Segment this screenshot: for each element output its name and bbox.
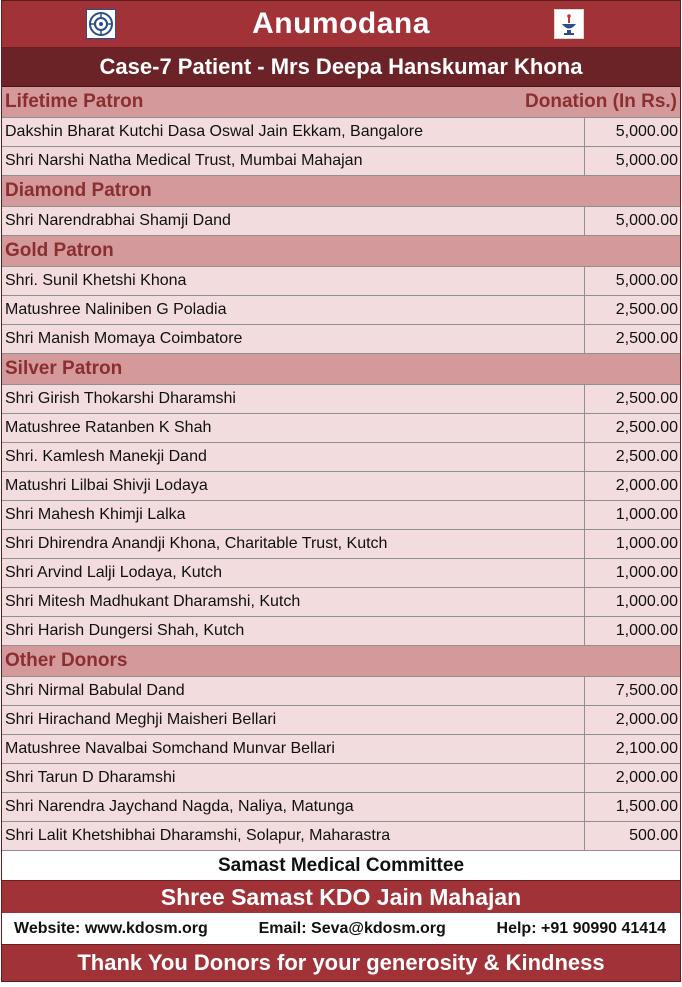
section-header-lifetime-patron xyxy=(2,87,680,118)
donor-name: Shri Harish Dungersi Shah, Kutch xyxy=(2,617,585,645)
thank-you-banner: Thank You Donors for your generosity & Kindness xyxy=(2,945,680,981)
table-row xyxy=(2,735,680,764)
help-phone[interactable]: Help: +91 90990 41414 xyxy=(496,919,666,937)
donor-name: Shri. Kamlesh Manekji Dand xyxy=(2,443,585,471)
table-row xyxy=(2,501,680,530)
section-header-other-donors xyxy=(2,646,680,677)
title-bar xyxy=(2,1,680,48)
section-title: Other Donors xyxy=(5,650,128,671)
donor-name: Shri Narshi Natha Medical Trust, Mumbai Mahajan xyxy=(2,147,585,175)
donor-name: Shri Narendra Jaychand Nagda, Naliya, Matunga xyxy=(2,793,585,821)
donation-amount: 7,500.00 xyxy=(615,682,678,699)
case-patient-header: Case-7 Patient - Mrs Deepa Hanskumar Khona xyxy=(2,48,680,87)
section-title: Diamond Patron xyxy=(5,180,152,201)
table-row xyxy=(2,296,680,325)
table-row xyxy=(2,677,680,706)
donation-amount: 2,500.00 xyxy=(615,390,678,407)
email-link[interactable]: Email: Seva@kdosm.org xyxy=(258,919,446,937)
table-row xyxy=(2,385,680,414)
donation-amount: 500.00 xyxy=(629,827,678,844)
website-link[interactable]: Website: www.kdosm.org xyxy=(14,919,208,937)
donor-name: Shri Nirmal Babulal Dand xyxy=(2,677,585,705)
table-row xyxy=(2,147,680,176)
table-row xyxy=(2,617,680,646)
donation-amount: 2,000.00 xyxy=(615,769,678,786)
kdosm-emblem-icon xyxy=(86,9,116,39)
section-title: Lifetime Patron xyxy=(5,91,144,112)
table-row xyxy=(2,472,680,501)
donor-name: Shri Narendrabhai Shamji Dand xyxy=(2,207,585,235)
donation-amount: 2,500.00 xyxy=(615,419,678,436)
medical-cup-icon xyxy=(554,9,584,39)
table-row xyxy=(2,325,680,354)
donor-name: Shri Mitesh Madhukant Dharamshi, Kutch xyxy=(2,588,585,616)
donation-amount: 2,500.00 xyxy=(615,330,678,347)
donation-amount: 1,000.00 xyxy=(615,506,678,523)
donor-name: Matushree Navalbai Somchand Munvar Bellari xyxy=(2,735,585,763)
section-header-gold-patron xyxy=(2,236,680,267)
donation-column-label: Donation (In Rs.) xyxy=(525,91,677,112)
table-row xyxy=(2,764,680,793)
donation-amount: 1,500.00 xyxy=(615,798,678,815)
donation-amount: 1,000.00 xyxy=(615,622,678,639)
donor-name: Shri. Sunil Khetshi Khona xyxy=(2,267,585,295)
donation-amount: 2,000.00 xyxy=(615,711,678,728)
table-row xyxy=(2,706,680,735)
table-row xyxy=(2,822,680,851)
donor-name: Shri Tarun D Dharamshi xyxy=(2,764,585,792)
donation-amount: 5,000.00 xyxy=(615,123,678,140)
table-row xyxy=(2,443,680,472)
donation-amount: 1,000.00 xyxy=(615,564,678,581)
donor-name: Shri Dhirendra Anandji Khona, Charitable Trust, Kutch xyxy=(2,530,585,558)
donation-amount: 2,000.00 xyxy=(615,477,678,494)
donation-amount: 5,000.00 xyxy=(615,272,678,289)
section-header-silver-patron xyxy=(2,354,680,385)
donor-name: Dakshin Bharat Kutchi Dasa Oswal Jain Ekkam, Bangalore xyxy=(2,118,585,146)
table-row xyxy=(2,588,680,617)
table-row xyxy=(2,530,680,559)
table-row xyxy=(2,793,680,822)
donor-name: Matushree Naliniben G Poladia xyxy=(2,296,585,324)
donor-name: Shri Girish Thokarshi Dharamshi xyxy=(2,385,585,413)
donation-amount: 2,500.00 xyxy=(615,448,678,465)
donor-name: Matushree Ratanben K Shah xyxy=(2,414,585,442)
section-title: Silver Patron xyxy=(5,358,123,379)
table-row xyxy=(2,414,680,443)
table-row xyxy=(2,559,680,588)
donation-amount: 2,100.00 xyxy=(615,740,678,757)
donor-name: Shri Hirachand Meghji Maisheri Bellari xyxy=(2,706,585,734)
donation-amount: 5,000.00 xyxy=(615,212,678,229)
donor-name: Shri Lalit Khetshibhai Dharamshi, Solapur, Maharastra xyxy=(2,822,585,850)
donation-amount: 1,000.00 xyxy=(615,593,678,610)
section-title: Gold Patron xyxy=(5,240,114,261)
anumodana-sheet xyxy=(1,0,681,982)
committee-name: Samast Medical Committee xyxy=(2,851,680,881)
donor-name: Matushri Lilbai Shivji Lodaya xyxy=(2,472,585,500)
table-row xyxy=(2,267,680,296)
donation-amount: 2,500.00 xyxy=(615,301,678,318)
donor-name: Shri Manish Momaya Coimbatore xyxy=(2,325,585,353)
donor-name: Shri Arvind Lalji Lodaya, Kutch xyxy=(2,559,585,587)
section-header-diamond-patron xyxy=(2,176,680,207)
donor-name: Shri Mahesh Khimji Lalka xyxy=(2,501,585,529)
page-title: Anumodana xyxy=(252,7,430,40)
donation-amount: 5,000.00 xyxy=(615,152,678,169)
donation-amount: 1,000.00 xyxy=(615,535,678,552)
table-row xyxy=(2,118,680,147)
organization-name: Shree Samast KDO Jain Mahajan xyxy=(2,881,680,913)
table-row xyxy=(2,207,680,236)
contact-bar xyxy=(2,913,680,945)
